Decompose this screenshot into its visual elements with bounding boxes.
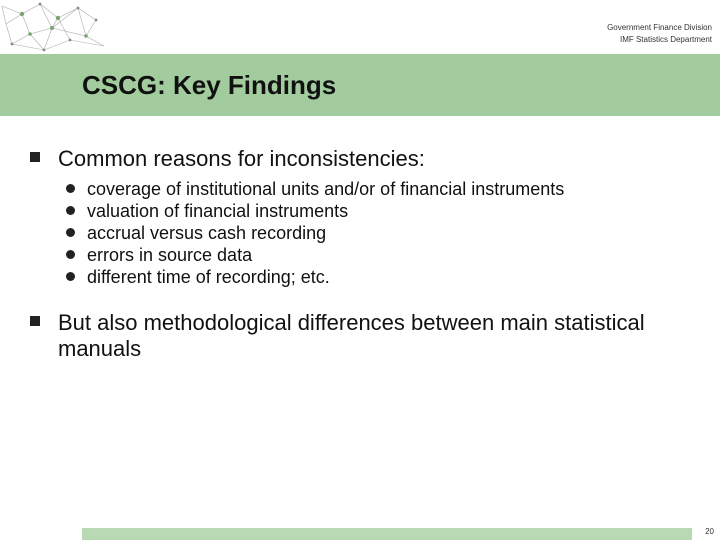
- sub-bullet-text: coverage of institutional units and/or of financial instruments: [87, 179, 565, 199]
- sub-bullet-item: [66, 244, 564, 266]
- sub-bullet-text: accrual versus cash recording: [87, 223, 327, 243]
- sub-bullet-item: [66, 222, 564, 244]
- sub-bullet-list: [66, 178, 564, 288]
- header-org: [607, 22, 712, 46]
- footer-bar: [82, 528, 692, 540]
- sub-bullet-text: errors in source data: [87, 245, 253, 265]
- org-division: Government Finance Division: [607, 23, 712, 32]
- bullet-text: Common reasons for inconsistencies:: [58, 146, 425, 171]
- square-bullet-icon: [30, 316, 40, 326]
- sub-bullet-item: [66, 200, 564, 222]
- slide-title: CSCG: Key Findings: [82, 70, 337, 100]
- round-bullet-icon: [66, 272, 75, 281]
- network-logo-graphic: [0, 0, 110, 56]
- round-bullet-icon: [66, 250, 75, 259]
- square-bullet-icon: [30, 152, 40, 162]
- org-department: IMF Statistics Department: [619, 35, 712, 44]
- round-bullet-icon: [66, 228, 75, 237]
- page-number: 20: [705, 527, 714, 536]
- sub-bullet-item: [66, 266, 564, 288]
- round-bullet-icon: [66, 184, 75, 193]
- sub-bullet-text: different time of recording; etc.: [87, 267, 330, 287]
- bullet-text: But also methodological differences between main statistical manuals: [58, 310, 645, 361]
- sub-bullet-text: valuation of financial instruments: [87, 201, 349, 221]
- sub-bullet-item: [66, 178, 564, 200]
- round-bullet-icon: [66, 206, 75, 215]
